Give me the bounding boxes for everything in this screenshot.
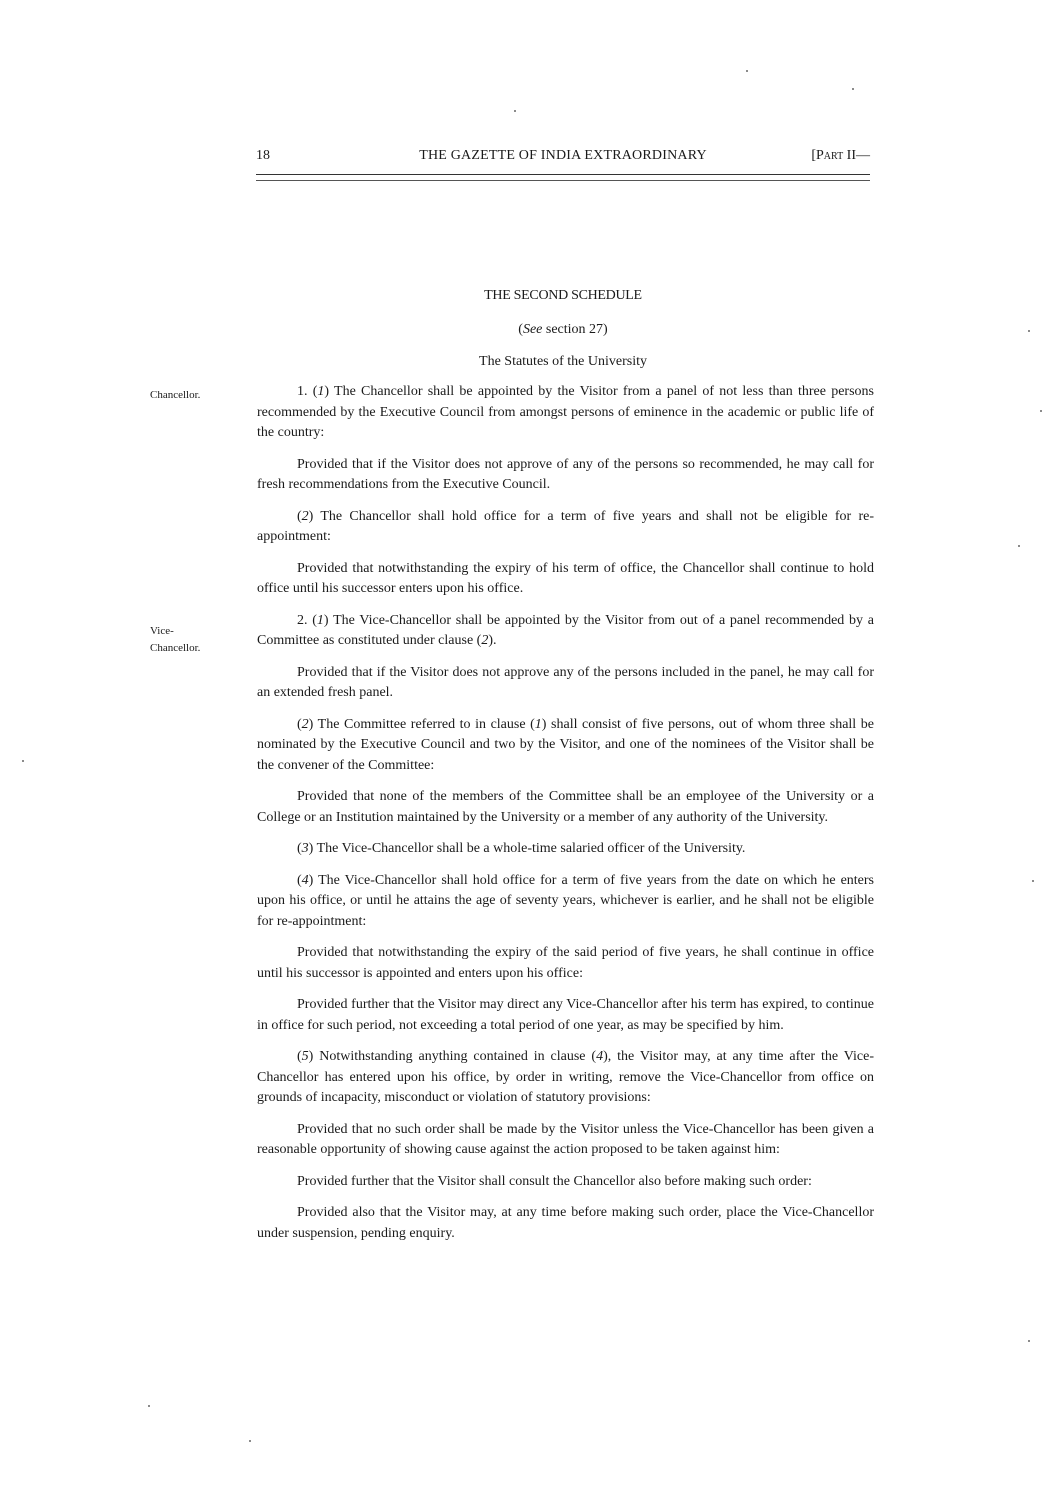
- clause-number: 4: [301, 872, 309, 888]
- clause-number: 2: [301, 716, 309, 732]
- statute-paragraph: [257, 382, 874, 444]
- paragraph-text: ) The Chancellor shall hold office for a term of five years and shall not be eligible for re-appointment:: [257, 508, 874, 544]
- statute-paragraph: [257, 559, 874, 600]
- schedule-subtitle: The Statutes of the University: [479, 354, 647, 369]
- scan-speck: [22, 760, 24, 762]
- scan-speck: [249, 1440, 251, 1442]
- header-rule-top: [256, 174, 870, 175]
- statute-paragraph: [257, 715, 874, 777]
- paragraph-text: (: [297, 716, 302, 732]
- paragraph-text: ) The Vice-Chancellor shall be appointed by the Visitor from out of a panel recommended by a Committee as constituted under clause (: [257, 612, 874, 648]
- statute-paragraph: [257, 943, 874, 984]
- margin-note-chancellor: Chancellor.: [150, 389, 201, 401]
- statute-paragraph: [257, 995, 874, 1036]
- statute-paragraph: [257, 839, 874, 860]
- statute-paragraph: [257, 871, 874, 933]
- part-label: [Part II—: [811, 148, 870, 163]
- page-header: [256, 148, 870, 172]
- clause-number: 1: [317, 384, 325, 399]
- statute-paragraph: [257, 1172, 874, 1193]
- paragraph-text: 2. (: [297, 612, 317, 628]
- clause-number: 2: [301, 508, 309, 524]
- paragraph-text: ) The Chancellor shall be appointed by the Visitor from a panel of not less than three persons recommended by the Executive Council from amongst persons of eminence in the academic or public life of the country:: [257, 384, 874, 440]
- statute-paragraph: [257, 663, 874, 704]
- statute-paragraph: [257, 1203, 874, 1244]
- paragraph-text: Provided that notwithstanding the expiry of his term of office, the Chancellor shall continue to hold office until his successor enters upon his office.: [257, 560, 874, 596]
- scan-speck: [148, 1405, 150, 1407]
- see-word: See: [522, 322, 543, 337]
- page-number: 18: [256, 148, 270, 163]
- paragraph-text: Provided that none of the members of the Committee shall be an employee of the University or a College or an Institution maintained by the University or a member of any authority of the University.: [257, 789, 874, 825]
- clause-number: 4: [596, 1049, 604, 1064]
- clause-number: 1: [316, 612, 324, 628]
- scan-speck: [1040, 410, 1042, 412]
- statute-paragraph: [257, 455, 874, 496]
- paragraph-text: (: [297, 872, 302, 888]
- paragraph-text: Provided that if the Visitor does not approve any of the persons included in the panel, he may call for an extended fresh panel.: [257, 664, 874, 700]
- statute-paragraph: [257, 611, 874, 652]
- paragraph-text: ) The Vice-Chancellor shall be a whole-time salaried officer of the University.: [308, 841, 746, 856]
- clause-number: 5: [301, 1049, 309, 1064]
- scan-speck: [514, 110, 516, 112]
- schedule-reference: [256, 322, 870, 338]
- paragraph-text: ) Notwithstanding anything contained in clause (: [308, 1049, 597, 1064]
- statute-paragraph: [257, 1120, 874, 1161]
- scan-speck: [1028, 330, 1030, 332]
- clause-number: 3: [301, 841, 309, 856]
- paragraph-text: Provided that no such order shall be made by the Visitor unless the Vice-Chancellor has been given a reasonable opportunity of showing cause against the action proposed to be taken against him:: [257, 1121, 874, 1157]
- scan-speck: [1028, 1340, 1030, 1342]
- paragraph-text: ) The Committee referred to in clause (: [308, 716, 535, 732]
- paragraph-text: Provided that notwithstanding the expiry of the said period of five years, he shall continue in office until his successor is appointed and enters upon his office:: [257, 945, 874, 981]
- paragraph-text: ) The Vice-Chancellor shall hold office for a term of five years from the date on which he enters upon his office, or until he attains the age of seventy years, whichever is earlier, and he shall not be eligible for re-appointment:: [257, 872, 874, 929]
- paragraph-text: (: [297, 1049, 302, 1064]
- margin-note-vice-chancellor: Vice-Chancellor.: [150, 625, 201, 654]
- gazette-title: THE GAZETTE OF INDIA EXTRAORDINARY: [419, 148, 707, 163]
- paragraph-text: 1. (: [297, 384, 318, 399]
- schedule-title: THE SECOND SCHEDULE: [484, 288, 642, 303]
- paragraph-text: Provided further that the Visitor shall consult the Chancellor also before making such order:: [297, 1173, 812, 1189]
- clause-number: 1: [534, 716, 542, 732]
- scan-speck: [746, 70, 748, 72]
- open-paren: (: [518, 322, 523, 337]
- paragraph-text: Provided further that the Visitor may direct any Vice-Chancellor after his term has expired, to continue in office for such period, not exceeding a total period of one year, as may be specified by him.: [257, 997, 874, 1033]
- statute-paragraph: [257, 507, 874, 548]
- scan-speck: [1018, 545, 1020, 547]
- paragraph-text: ) shall consist of five persons, out of whom three shall be nominated by the Executive Council and two by the Visitor, and one of the nominees of the Visitor shall be the convener of the Committee:: [257, 716, 874, 773]
- paragraph-text: (: [297, 508, 302, 524]
- section-ref: section 27): [545, 322, 608, 337]
- paragraph-text: (: [297, 841, 302, 856]
- statute-body: [257, 382, 874, 1255]
- scan-speck: [852, 88, 854, 90]
- paragraph-text: ).: [488, 633, 497, 648]
- paragraph-text: ), the Visitor may, at any time after the Vice-Chancellor has entered upon his office, by order in writing, remove the Vice-Chancellor from office on grounds of incapacity, misconduct or violation of statutory provisions:: [257, 1049, 874, 1105]
- header-rule-bottom: [256, 180, 870, 181]
- scan-speck: [1032, 880, 1034, 882]
- paragraph-text: Provided that if the Visitor does not approve of any of the persons so recommended, he may call for fresh recommendations from the Executive Council.: [257, 456, 874, 492]
- paragraph-text: Provided also that the Visitor may, at any time before making such order, place the Vice-Chancellor under suspension, pending enquiry.: [257, 1205, 874, 1241]
- statute-paragraph: [257, 1047, 874, 1109]
- clause-number: 2: [481, 633, 489, 648]
- statute-paragraph: [257, 787, 874, 828]
